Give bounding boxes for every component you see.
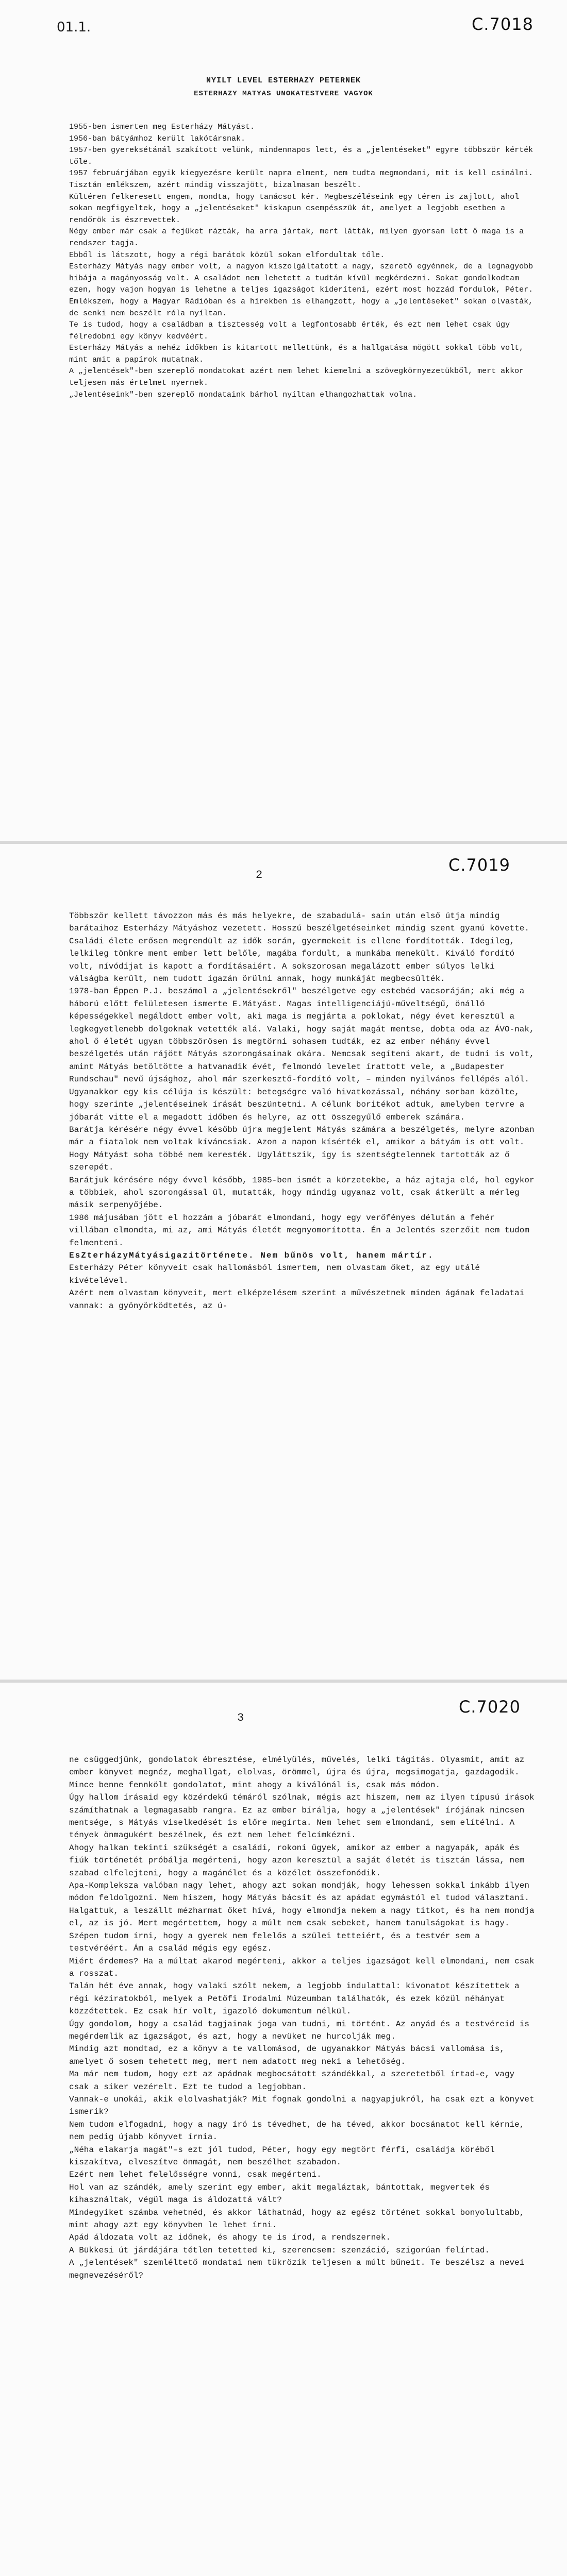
- page-body: [69, 122, 538, 401]
- paragraph: Ugyanakkor egy kis célúja is készült: betegségre való hivatkozással, néhány sorban közölte, hogy szerinte „jelentéseinek írását beszüntetni. A célunk boritékot adtuk, amelyben tervre a jóbarát vitte el a megadott időben és helyre, az ott összegyűlő emberek számára.: [69, 1087, 525, 1122]
- paragraph: A Bükkesi út járdájára tétlen tetetted ki, szerencsem: szenzáció, szigorúan felírtad.: [69, 2245, 490, 2255]
- paragraph: Esterházy Péter könyveit csak hallomásból ismertem, nem olvastam őket, az egy utálé kivételével.: [69, 1263, 480, 1285]
- paragraph: Apád áldozata volt az időnek, és ahogy te is írod, a rendszernek.: [69, 2233, 391, 2243]
- paragraph: „Néha elakarja magát"–s ezt jól tudod, Péter, hogy egy megtört férfi, családja köréből kiszakítva, elveszítve önmagát, nem beszélhet szabadon.: [69, 2145, 495, 2167]
- paragraph: Szépen tudom írni, hogy a gyerek nem felelős a szülei tetteiért, és a testvér sem a testvéréért. Ám a család mégis egy egész.: [69, 1931, 480, 1954]
- paragraph: Azért nem olvastam könyveit, mert elképzelésem szerint a művészetnek minden ágának feladatai vannak: a gyönyörködtetés, az ú-: [69, 1289, 525, 1311]
- archive-code: C.7019: [448, 855, 510, 875]
- paragraph: Tisztán emlékszem, azért mindig visszajött, bizalmasan beszélt.: [69, 180, 362, 190]
- document-page-3: [0, 1683, 567, 2576]
- page-number: 3: [237, 1711, 244, 1724]
- page-number: 01.1.: [57, 20, 91, 35]
- paragraph: Családi élete erősen megrendült az idők során, gyermekeit is ellene fordították. Idegileg, lelkileg tönkre ment ember lett belőle, magába fordult, a munkába menekült. Kiváló fordító volt, nívódíjat is kapott a fordításaiért. A sokszorosan megalázott ember súlyos lelki válságba került, nem tudott igazán örülni annak, hogy munkáját megbecsülték.: [69, 936, 515, 984]
- paragraph: Ma már nem tudom, hogy ezt az apádnak megbocsátott szándékkal, a szeretetből írtad-e, vagy csak a siker vezérelt. Ezt te tudod a legjobban.: [69, 2070, 515, 2092]
- paragraph: Te is tudod, hogy a családban a tisztesség volt a legfontosabb érték, és ezt nem lehet csak úgy félredobni egy könyv kedvéért.: [69, 320, 510, 341]
- page-number: 2: [256, 869, 263, 882]
- paragraph: Ahogy halkan tekinti szükségét a családi, rokoni ügyek, amikor az ember a nagyapák, apák és fiúk történetét próbálja megérteni, hogy azon keresztül a saját életét is tisztán lássa, nem szabad elfelejteni, hogy a magánélet és a közélet összefonódik.: [69, 1843, 525, 1878]
- paragraph: Kültéren felkeresett engem, mondta, hogy tanácsot kér. Megbeszéléseink egy téren is zajlott, ahol sokan megfigyeltek, hogy a „jelentéseket" kiskapun csempésszük át, amelyet a legjobb esetben a rendőrök is észrevettek.: [69, 192, 520, 225]
- archive-code: C.7018: [472, 14, 533, 34]
- paragraph: ne csüggedjünk, gondolatok ébresztése, elmélyülés, művelés, lelki tágítás. Olyasmit, amit az ember könyvet megnéz, meghallgat, elolvas, örömmel, újra és újra, megsimogatja, gazdagodik. Mince benne fennkölt gondolatot, mint ahogy a kiválónál is, csak más módon.: [69, 1755, 525, 1790]
- paragraph: Többször kellett távozzon más és más helyekre, de szabadulá- sain után első útja mindig barátaihoz Esterházy Mátyáshoz vezetett. Hosszú beszélgetéseinket mindig szent gyanú követte.: [69, 911, 529, 934]
- paragraph: Mindig azt mondtad, ez a könyv a te vallomásod, de ugyanakkor Mátyás bácsi vallomása is, amelyet ő sosem tehetett meg, mert nem adatott meg neki a lehetőség.: [69, 2044, 505, 2066]
- paragraph: Úgy gondolom, hogy a család tagjainak joga van tudni, mi történt. Az anyád és a testvéreid is megérdemlik az igazságot, és azt, hogy a nevüket ne hurcolják meg.: [69, 2019, 529, 2041]
- paragraph: 1957-ben gyereksétánál szakított velünk, mindennapos lett, és a „jelentéseket" egyre többször kérték tőle.: [69, 146, 533, 166]
- paragraph: Hol van az szándék, amely szerint egy ember, akit megaláztak, bántottak, megvertek és kihasználtak, végül maga is áldozattá vált?: [69, 2182, 490, 2205]
- paragraph: Barátjuk kérésére négy évvel később, 1985-ben ismét a körzetekbe, a ház ajtaja elé, hol egykor a többiek, ahol szorongással ül, mutatták, hogy mindig ugyanaz volt, csak átkerült a mérleg másik serpenyőjébe.: [69, 1175, 535, 1210]
- paragraph: Esterházy Mátyás nagy ember volt, a nagyon kiszolgáltatott a nagy, szerető egyénnek, de a legnagyobb hibája a magányosság volt. A családot nem lehetett a tudtán kívül megkérdezni. Sokat gondolkodtam ezen, hogy vajon hogyan is lehetne a teljes igazságot kideríteni, ezért most hozzád fordulok, Péter.: [69, 262, 533, 295]
- paragraph: Apa-Kompleksza valóban nagy lehet, ahogy azt sokan mondják, hogy lehessen sokkal inkább ilyen módon feldolgozni. Nem hiszem, hogy Mátyás bácsit és az apádat egymástól el tudod választani.: [69, 1881, 529, 1903]
- paragraph: Esterházy Mátyás a nehéz időkben is kitartott mellettünk, és a hallgatása mögött sokkal több volt, mint amit a papírok mutatnak.: [69, 344, 524, 364]
- paragraph: Talán hét éve annak, hogy valaki szólt nekem, a legjobb indulattal: kivonatot készítettek a régi kéziratokból, melyek a Petőfi Irodalmi Múzeumban találhatók, és ezek közül néhányat közzétettek. Ez csak hír volt, igazoló dokumentum nélkül.: [69, 1981, 520, 2016]
- paragraph: 1956-ban bátyámhoz került lakótársnak.: [69, 134, 246, 143]
- paragraph: A „jelentések" szemléltető mondatai nem tükrözik teljesen a múlt bűneit. Te beszélsz a nevei megnevezéséről?: [69, 2258, 525, 2280]
- paragraph: Úgy hallom írásaid egy közérdekű témáról szólnak, mégis azt hiszem, nem az ilyen típusú írások számíthatnak a legmagasabb rangra. Ez az ember bírálja, hogy a „jelentések" írójának nincsen mentsége, s Mátyás viselkedését is előre megírta. Nem lehet sem elmondani, sem elítélni. A tények önmagukért beszélnek, és ezt nem lehet felcímkézni.: [69, 1793, 535, 1840]
- paragraph: Ezért nem lehet felelősségre vonni, csak megérteni.: [69, 2170, 322, 2180]
- page-body: [69, 910, 538, 1312]
- paragraph: Vannak-e unokái, akik elolvashatják? Mit fognak gondolni a nagyapjukról, ha csak ezt a könyvet ismerik?: [69, 2094, 535, 2117]
- paragraph: 1955-ben ismerten meg Esterházy Mátyást.: [69, 123, 255, 131]
- paragraph: A „jelentések"-ben szereplő mondatokat azért nem lehet kiemelni a szövegkörnyezetükből, mert akkor teljesen más értelmet nyernek.: [69, 367, 524, 388]
- paragraph: Miért érdemes? Ha a múltat akarod megérteni, akkor a teljes igazságot kell elmondani, nem csak a rosszat.: [69, 1956, 535, 1978]
- document-page-1: [0, 0, 567, 841]
- paragraph: Mindegyiket számba vehetnéd, és akkor láthatnád, hogy az egész történet sokkal bonyolultabb, mint ahogy azt egy könyvben le lehet írni.: [69, 2208, 525, 2230]
- paragraph: Halgattuk, a leszállt mézharmat őket hívá, hogy elmondja nekem a nagy titkot, és ha nem mondja el, az is jó. Mert megértettem, hogy a múlt nem csak sebeket, hanem tanulságokat is hagy.: [69, 1906, 535, 1928]
- paragraph-emphasis: EsZterházyMátyásigazitörténete. Nem bűnös volt, hanem mártír.: [69, 1250, 434, 1260]
- paragraph: 1978-ban Éppen P.J. beszámol a „jelentésekről" beszélgetve egy estebéd vacsoráján; aki még a háború előtt felületesen ismerte E.Mátyást. Magas intelligenciájú-műveltségű, önálló képességekkel megáldott ember volt, aki maga is megjárta a poklokat, négy évet keresztül a legkegyetlenebb dolgoknak vetették alá. Valaki, hogy saját magát mentse, dobta oda az ÁVO-nak, ahol ő életét ugyan többszörösen is megtörni sohasem tudták, ez az ember néhány évvel beszélgetés után rájött Mátyás szorongásainak okára. Nemcsak segíteni akart, de tudni is volt, amint Mátyás betöltötte a hatvanadik évét, felmondó levelet írattott vele, a „Budapester Rundschau" nevű újsághoz, ahol már szerkesztő-fordító volt, – minden nyilvános fellépés alól.: [69, 987, 535, 1084]
- paragraph: Emlékszem, hogy a Magyar Rádióban és a hírekben is elhangzott, hogy a „jelentéseket" sokan olvasták, de senki nem beszélt róla nyíltan.: [69, 297, 533, 318]
- archive-code: C.7020: [459, 1697, 521, 1717]
- page-body: [69, 1754, 538, 2282]
- paragraph: Ebből is látszott, hogy a régi barátok közül sokan elfordultak tőle.: [69, 250, 385, 260]
- paragraph: Barátja kérésére négy évvel később újra megjelent Mátyás számára a beszélgetés, melyre azonban már a fiatalok nem voltak kíváncsiak. Azon a napon kísérték el, amikor a bátyám is ott volt. Hogy Mátyást soha többé nem keresték. Ugyláttszik, így is szentségtelennek tartották az ő szerepét.: [69, 1125, 535, 1173]
- paragraph: Négy ember már csak a fejüket rázták, ha arra jártak, mert látták, milyen gyorsan lett ő maga is a rendszer tagja.: [69, 227, 524, 248]
- page-title: NYILT LEVEL ESTERHAZY PETERNEK: [206, 76, 361, 85]
- page-subtitle: ESTERHAZY MATYAS UNOKATESTVERE VAGYOK: [194, 90, 373, 98]
- paragraph: Nem tudom elfogadni, hogy a nagy író is tévedhet, de ha téved, akkor bocsánatot kell kérnie, nem pedig újabb könyvet írnia.: [69, 2120, 525, 2142]
- document-page-2: [0, 844, 567, 1680]
- paragraph: „Jelentéseink"-ben szereplő mondataink bárhol nyíltan elhangozhattak volna.: [69, 390, 418, 399]
- paragraph: 1986 májusában jött el hozzám a jóbarát elmondani, hogy egy verőfényes délután a fehér villában elmondta, mi az, ami Mátyás életét megnyomorította. Én a Jelentés szerzőit nem tudom felmenteni.: [69, 1213, 529, 1248]
- paragraph: 1957 februárjában egyik kiegyezésre került napra elment, nem tudta megmondani, mit is kell csinálni.: [69, 169, 533, 178]
